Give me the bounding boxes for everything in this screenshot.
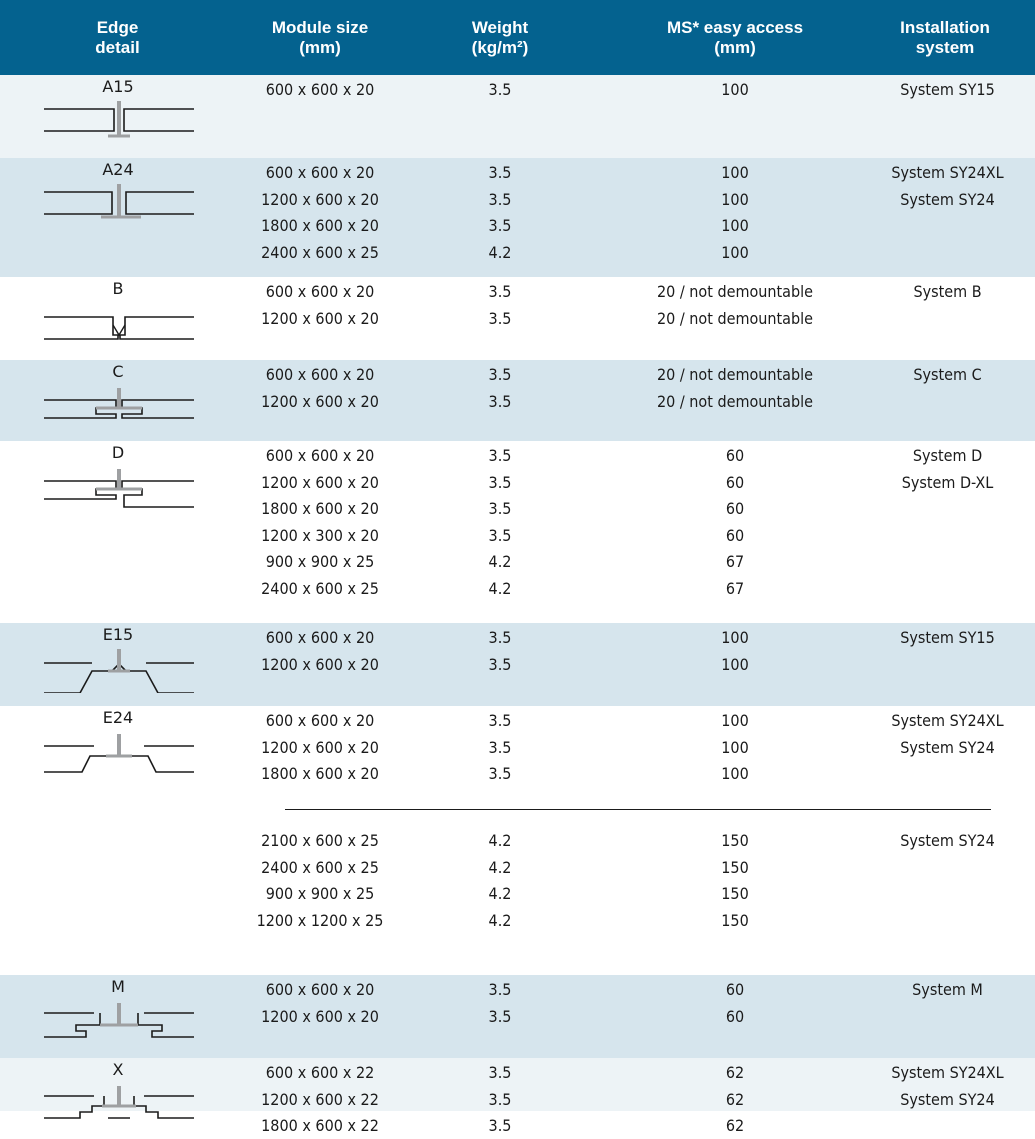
ms-access-cell: 100 (721, 216, 749, 235)
module-size-cell: 2400 x 600 x 25 (261, 242, 379, 262)
weight-cell: 3.5 (488, 711, 512, 730)
installation-system-cell: System SY24 (900, 189, 995, 209)
installation-system-cell: System B (913, 282, 982, 301)
weight-cell: 4.2 (488, 552, 512, 571)
installation-system-cell: System D-XL (901, 472, 994, 492)
ms-access-cell: 62 (725, 1116, 745, 1135)
installation-system-cell: System D (912, 446, 983, 465)
module-size-cell: 1200 x 600 x 20 (261, 737, 379, 757)
weight-cell: 4.2 (488, 884, 512, 903)
ms-access-cell: 100 (721, 163, 749, 182)
ms-access-cell: 100 (721, 654, 749, 674)
installation-system-cell: System SY24XL (891, 163, 1004, 182)
module-size-cell: 1200 x 600 x 20 (261, 1006, 379, 1026)
module-size-cell: 1200 x 600 x 20 (261, 308, 379, 328)
weight-cell: 3.5 (488, 1116, 512, 1135)
ms-access-cell: 100 (721, 711, 749, 730)
ms-access-cell: 100 (721, 737, 749, 757)
weight-cell: 3.5 (488, 525, 512, 545)
module-size-cell: 600 x 600 x 20 (265, 80, 375, 99)
ms-access-cell: 60 (725, 980, 745, 999)
ms-access-cell: 20 / not demountable (657, 365, 813, 384)
module-size-cell: 1800 x 600 x 20 (261, 216, 379, 235)
installation-system-cell: System SY24 (900, 737, 995, 757)
edge-group-m (0, 975, 1035, 1058)
edge-profile-e15-icon (44, 649, 194, 693)
edge-profile-m-icon (44, 1001, 194, 1045)
weight-cell: 3.5 (488, 391, 512, 411)
edge-code: X (112, 1060, 124, 1079)
ms-access-cell: 20 / not demountable (657, 282, 813, 301)
ms-access-cell: 100 (721, 242, 749, 262)
module-size-cell: 1800 x 600 x 20 (261, 764, 379, 783)
module-size-cell: 600 x 600 x 20 (265, 365, 375, 384)
edge-group-c (0, 360, 1035, 441)
weight-cell: 3.5 (488, 764, 512, 783)
weight-cell: 3.5 (488, 737, 512, 757)
edge-group-a24 (0, 158, 1035, 277)
module-size-cell: 600 x 600 x 20 (265, 980, 375, 999)
ms-access-cell: 62 (725, 1089, 745, 1109)
module-size-cell: 1800 x 600 x 20 (261, 499, 379, 518)
module-size-cell: 1200 x 600 x 20 (261, 472, 379, 492)
edge-group-x (0, 1058, 1035, 1135)
edge-group-e24 (0, 706, 1035, 975)
module-size-cell: 2100 x 600 x 25 (261, 831, 379, 850)
weight-cell: 4.2 (488, 857, 512, 877)
weight-cell: 3.5 (488, 446, 512, 465)
edge-code: C (112, 362, 124, 381)
module-size-cell: 1200 x 600 x 20 (261, 391, 379, 411)
weight-cell: 3.5 (488, 499, 512, 518)
module-size-cell: 1200 x 600 x 20 (261, 189, 379, 209)
module-size-cell: 1200 x 600 x 22 (261, 1089, 379, 1109)
weight-cell: 3.5 (488, 282, 512, 301)
installation-system-cell: System SY24XL (891, 711, 1004, 730)
installation-system-cell: System SY24 (900, 831, 995, 850)
row-divider (285, 809, 991, 810)
weight-cell: 3.5 (488, 628, 512, 647)
edge-group-d (0, 441, 1035, 623)
edge-profile-e24-icon (44, 732, 194, 776)
ms-access-cell: 20 / not demountable (657, 391, 813, 411)
edge-code: E15 (102, 625, 134, 644)
edge-profile-a15-icon (44, 101, 194, 145)
header-ms-easy-access: MS* easy access (mm) (666, 17, 804, 57)
installation-system-cell: System SY24 (900, 1089, 995, 1109)
ms-access-cell: 67 (725, 552, 745, 571)
weight-cell: 3.5 (488, 189, 512, 209)
ms-access-cell: 62 (725, 1063, 745, 1082)
edge-profile (44, 184, 194, 228)
ms-access-cell: 60 (725, 525, 745, 545)
edge-profile-b-icon (44, 303, 194, 347)
weight-cell: 4.2 (488, 242, 512, 262)
edge-profile (44, 732, 194, 776)
module-size-cell: 900 x 900 x 25 (265, 884, 375, 903)
edge-code: D (111, 443, 125, 462)
edge-profile (44, 1001, 194, 1045)
weight-cell: 3.5 (488, 472, 512, 492)
edge-code: A15 (102, 77, 134, 96)
edge-profile (44, 303, 194, 347)
weight-cell: 3.5 (488, 1006, 512, 1026)
module-size-cell: 1200 x 600 x 20 (261, 654, 379, 674)
edge-code: A24 (102, 160, 134, 179)
edge-code: E24 (102, 708, 134, 727)
ms-access-cell: 150 (721, 857, 749, 877)
weight-cell: 3.5 (488, 365, 512, 384)
module-size-cell: 1200 x 1200 x 25 (256, 910, 384, 930)
ms-access-cell: 100 (721, 764, 749, 783)
weight-cell: 4.2 (488, 831, 512, 850)
ms-access-cell: 150 (721, 831, 749, 850)
module-size-cell: 900 x 900 x 25 (265, 552, 375, 571)
weight-cell: 3.5 (488, 1063, 512, 1082)
module-size-cell: 1800 x 600 x 22 (261, 1116, 379, 1135)
edge-profile (44, 386, 194, 430)
ms-access-cell: 60 (725, 446, 745, 465)
module-size-cell: 600 x 600 x 20 (265, 163, 375, 182)
edge-group-e15 (0, 623, 1035, 706)
edge-group-b (0, 277, 1035, 360)
ms-access-cell: 67 (725, 578, 745, 598)
header-installation-system: Installation system (900, 17, 990, 57)
module-size-cell: 600 x 600 x 20 (265, 711, 375, 730)
module-size-cell: 600 x 600 x 20 (265, 282, 375, 301)
ms-access-cell: 100 (721, 628, 749, 647)
module-size-cell: 2400 x 600 x 25 (261, 857, 379, 877)
ms-access-cell: 150 (721, 884, 749, 903)
edge-profile (44, 1084, 194, 1128)
ms-access-cell: 100 (721, 189, 749, 209)
weight-cell: 3.5 (488, 80, 512, 99)
module-size-cell: 1200 x 300 x 20 (261, 525, 379, 545)
header-module-size: Module size (mm) (271, 17, 369, 57)
edge-profile-d-icon (44, 467, 194, 511)
module-size-cell: 600 x 600 x 20 (265, 446, 375, 465)
ms-access-cell: 100 (721, 80, 749, 99)
ms-access-cell: 20 / not demountable (657, 308, 813, 328)
installation-system-cell: System C (913, 365, 982, 384)
module-size-cell: 600 x 600 x 20 (265, 628, 375, 647)
ms-access-cell: 150 (721, 910, 749, 930)
weight-cell: 3.5 (488, 1089, 512, 1109)
edge-code: B (112, 279, 124, 298)
weight-cell: 4.2 (488, 910, 512, 930)
edge-profile-a24-icon (44, 184, 194, 228)
edge-profile (44, 649, 194, 693)
weight-cell: 3.5 (488, 216, 512, 235)
weight-cell: 4.2 (488, 578, 512, 598)
edge-profile-c-icon (44, 386, 194, 430)
edge-group-a15 (0, 75, 1035, 158)
ms-access-cell: 60 (725, 472, 745, 492)
weight-cell: 3.5 (488, 308, 512, 328)
edge-code: M (111, 977, 125, 996)
module-size-cell: 2400 x 600 x 25 (261, 578, 379, 598)
edge-profile-x-icon (44, 1084, 194, 1128)
installation-system-cell: System SY15 (900, 80, 995, 99)
installation-system-cell: System M (912, 980, 983, 999)
header-weight: Weight (kg/m²) (471, 17, 529, 57)
ms-access-cell: 60 (725, 499, 745, 518)
ms-access-cell: 60 (725, 1006, 745, 1026)
installation-system-cell: System SY24XL (891, 1063, 1004, 1082)
edge-profile (44, 101, 194, 145)
installation-system-cell: System SY15 (900, 628, 995, 647)
edge-profile (44, 467, 194, 511)
table-header (0, 0, 1035, 75)
weight-cell: 3.5 (488, 980, 512, 999)
header-edge-detail: Edge detail (95, 17, 140, 57)
module-size-cell: 600 x 600 x 22 (265, 1063, 375, 1082)
weight-cell: 3.5 (488, 654, 512, 674)
weight-cell: 3.5 (488, 163, 512, 182)
